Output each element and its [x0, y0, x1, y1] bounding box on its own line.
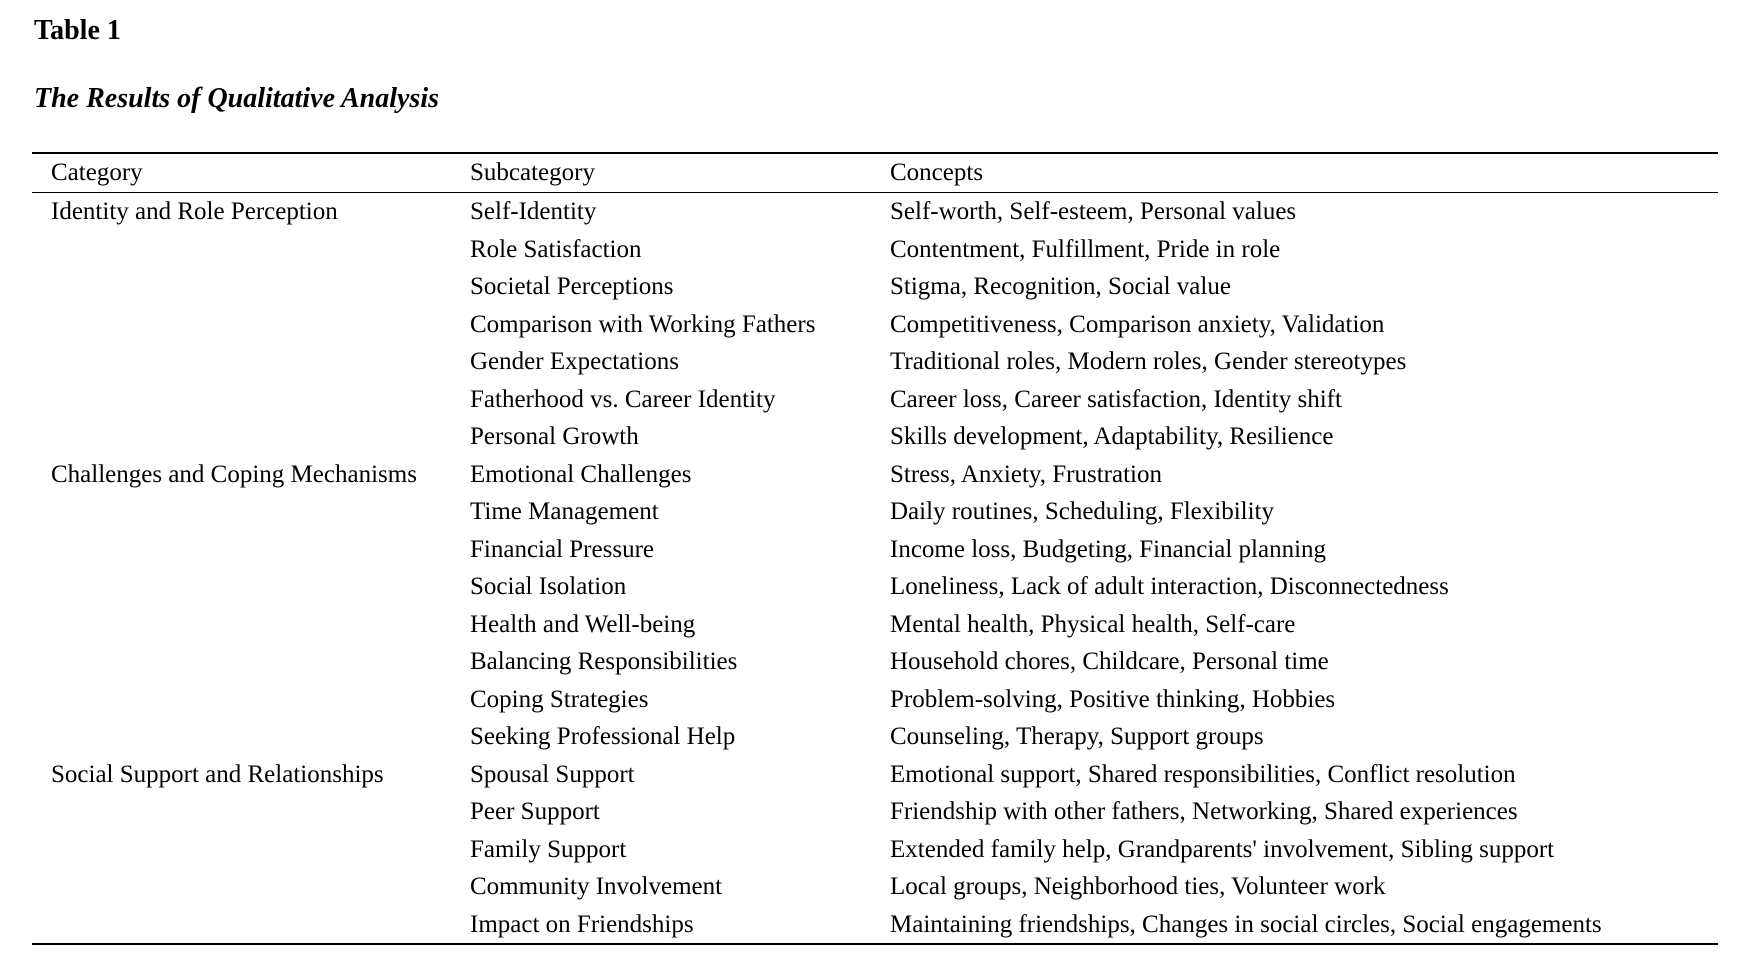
concepts-cell: Problem-solving, Positive thinking, Hobbies	[890, 685, 1336, 713]
table-row	[32, 418, 1718, 456]
category-cell	[32, 231, 455, 269]
category-cell	[32, 831, 455, 869]
subcategory-cell: Financial Pressure	[470, 535, 654, 563]
header-subcategory: Subcategory	[470, 159, 595, 186]
category-cell	[32, 418, 455, 456]
concepts-cell: Traditional roles, Modern roles, Gender stereotypes	[890, 348, 1407, 375]
concepts-cell: Local groups, Neighborhood ties, Volunteer work	[890, 873, 1386, 900]
subcategory-cell: Community Involvement	[470, 873, 723, 900]
table-row	[32, 193, 1718, 231]
concepts-cell: Loneliness, Lack of adult interaction, Disconnectedness	[890, 573, 1449, 600]
table-row	[32, 306, 1718, 344]
subcategory-cell: Coping Strategies	[470, 685, 649, 713]
subcategory-cell: Health and Well-being	[470, 610, 696, 638]
category-cell	[32, 381, 455, 419]
table-row	[32, 568, 1718, 606]
table-row	[32, 868, 1718, 906]
category-cell	[32, 718, 455, 756]
table-row	[32, 268, 1718, 306]
table-row	[32, 643, 1718, 681]
subcategory-cell: Societal Perceptions	[470, 273, 674, 300]
table-row	[32, 456, 1718, 494]
category-cell	[32, 568, 455, 606]
table-row	[32, 831, 1718, 869]
concepts-cell: Competitiveness, Comparison anxiety, Validation	[890, 310, 1385, 338]
table-row	[32, 756, 1718, 794]
concepts-cell: Counseling, Therapy, Support groups	[890, 723, 1264, 750]
category-cell	[32, 531, 455, 569]
category-cell: Social Support and Relationships	[51, 760, 384, 788]
category-cell	[32, 268, 455, 306]
category-cell	[32, 493, 455, 531]
subcategory-cell: Spousal Support	[470, 760, 635, 788]
concepts-cell: Household chores, Childcare, Personal time	[890, 648, 1329, 675]
concepts-cell: Emotional support, Shared responsibilities, Conflict resolution	[890, 760, 1516, 788]
subcategory-cell: Peer Support	[470, 798, 600, 825]
table-row	[32, 231, 1718, 269]
concepts-cell: Mental health, Physical health, Self-care	[890, 610, 1296, 638]
subcategory-cell: Personal Growth	[470, 423, 639, 450]
concepts-cell: Skills development, Adaptability, Resilience	[890, 423, 1334, 450]
concepts-cell: Daily routines, Scheduling, Flexibility	[890, 498, 1274, 525]
table-row	[32, 381, 1718, 419]
concepts-cell: Friendship with other fathers, Networking, Shared experiences	[890, 798, 1518, 825]
concepts-cell: Career loss, Career satisfaction, Identity shift	[890, 385, 1342, 413]
concepts-cell: Self-worth, Self-esteem, Personal values	[890, 198, 1297, 225]
header-row	[32, 153, 1718, 193]
subcategory-cell: Self-Identity	[470, 198, 597, 225]
table-row	[32, 793, 1718, 831]
subcategory-cell: Emotional Challenges	[470, 460, 692, 488]
table-row	[32, 493, 1718, 531]
category-cell: Challenges and Coping Mechanisms	[51, 460, 417, 488]
concepts-cell: Extended family help, Grandparents' involvement, Sibling support	[890, 835, 1555, 863]
category-cell	[32, 643, 455, 681]
subcategory-cell: Gender Expectations	[470, 348, 679, 375]
subcategory-cell: Balancing Responsibilities	[470, 648, 738, 675]
subcategory-cell: Role Satisfaction	[470, 235, 642, 263]
concepts-cell: Stigma, Recognition, Social value	[890, 273, 1231, 300]
subcategory-cell: Impact on Friendships	[470, 910, 694, 938]
header-category: Category	[51, 159, 143, 186]
category-cell	[32, 906, 455, 945]
table-row	[32, 906, 1718, 945]
category-cell	[32, 868, 455, 906]
table-row	[32, 718, 1718, 756]
category-cell	[32, 793, 455, 831]
subcategory-cell: Family Support	[470, 835, 627, 863]
category-cell	[32, 306, 455, 344]
table-row	[32, 681, 1718, 719]
table-header	[32, 153, 1718, 193]
category-cell	[32, 606, 455, 644]
category-cell: Identity and Role Perception	[51, 198, 338, 225]
header-concepts: Concepts	[890, 159, 984, 186]
subcategory-cell: Social Isolation	[470, 573, 627, 600]
subcategory-cell: Comparison with Working Fathers	[470, 310, 816, 338]
concepts-cell: Income loss, Budgeting, Financial planning	[890, 535, 1327, 563]
category-cell	[32, 681, 455, 719]
subcategory-cell: Fatherhood vs. Career Identity	[470, 385, 776, 413]
concepts-cell: Contentment, Fulfillment, Pride in role	[890, 235, 1281, 263]
table-caption: The Results of Qualitative Analysis	[34, 83, 439, 114]
concepts-cell: Maintaining friendships, Changes in social circles, Social engagements	[890, 910, 1602, 938]
subcategory-cell: Time Management	[470, 498, 659, 525]
category-cell	[32, 343, 455, 381]
table-label: Table 1	[34, 15, 121, 46]
table-row	[32, 531, 1718, 569]
table-row	[32, 343, 1718, 381]
concepts-cell: Stress, Anxiety, Frustration	[890, 460, 1162, 488]
table-body	[32, 193, 1718, 945]
results-table	[32, 152, 1718, 945]
table-row	[32, 606, 1718, 644]
subcategory-cell: Seeking Professional Help	[470, 723, 736, 750]
